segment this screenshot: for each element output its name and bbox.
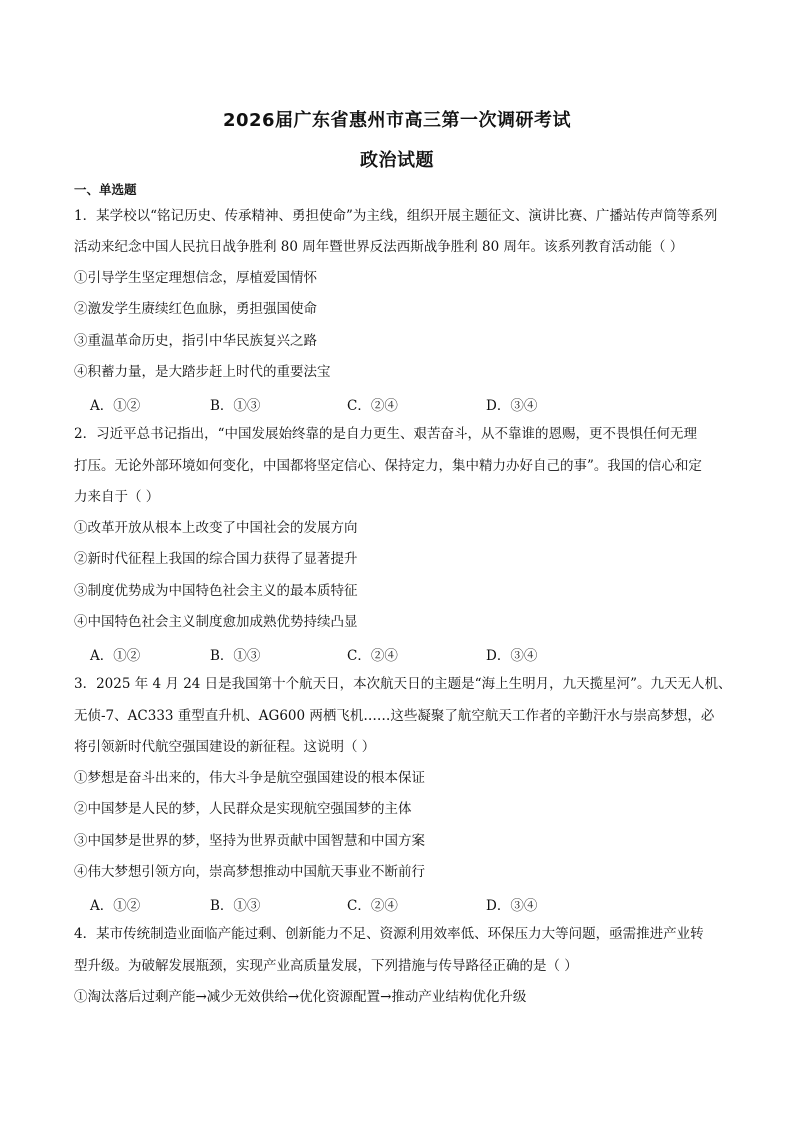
- statement: ④伟大梦想引领方向，崇高梦想推动中国航天事业不断前行: [74, 864, 425, 880]
- answer-options: [90, 894, 690, 912]
- statement: ②激发学生赓续红色血脉，勇担强国使命: [74, 301, 317, 317]
- answer-options: [90, 394, 690, 412]
- exam-subtitle: 政治试题: [360, 150, 434, 171]
- option-b[interactable]: B．①③: [210, 398, 261, 414]
- question-stem-line: 活动来纪念中国人民抗日战争胜利 80 周年暨世界反法西斯战争胜利 80 周年。该系列教育活动能（ ）: [74, 239, 684, 255]
- question-stem-line: 4．某市传统制造业面临产能过剩、创新能力不足、资源利用效率低、环保压力大等问题，亟需推进产业转: [74, 926, 704, 942]
- option-a[interactable]: A．①②: [90, 398, 141, 414]
- option-c[interactable]: C．②④: [347, 898, 398, 914]
- option-a[interactable]: A．①②: [90, 898, 141, 914]
- option-b[interactable]: B．①③: [210, 648, 261, 664]
- question-stem-line: 打压。无论外部环境如何变化，中国都将坚定信心、保持定力，集中精力办好自己的事”。我国的信心和定: [74, 458, 702, 474]
- option-d[interactable]: D．③④: [486, 648, 538, 664]
- question-stem-line: 2．习近平总书记指出，“中国发展始终靠的是自力更生、艰苦奋斗，从不靠谁的恩赐，更不畏惧任何无理: [74, 426, 697, 442]
- statement: ①改革开放从根本上改变了中国社会的发展方向: [74, 520, 358, 536]
- question-stem-line: 3．2025 年 4 月 24 日是我国第十个航天日，本次航天日的主题是“海上生明月，九天揽星河”。九天无人机、: [74, 676, 732, 692]
- section-heading: 一、单选题: [74, 182, 137, 197]
- statement: ①淘汰落后过剩产能→减少无效供给→优化资源配置→推动产业结构优化升级: [74, 989, 527, 1005]
- statement: ②中国梦是人民的梦，人民群众是实现航空强国梦的主体: [74, 801, 412, 817]
- statement: ②新时代征程上我国的综合国力获得了显著提升: [74, 551, 358, 567]
- question-stem-line: 1．某学校以“铭记历史、传承精神、勇担使命”为主线，组织开展主题征文、演讲比赛、广播站传声筒等系列: [74, 208, 718, 224]
- statement: ③制度优势成为中国特色社会主义的最本质特征: [74, 583, 358, 599]
- statement: ④中国特色社会主义制度愈加成熟优势持续凸显: [74, 614, 358, 630]
- statement: ①引导学生坚定理想信念，厚植爱国情怀: [74, 270, 317, 286]
- statement: ④积蓄力量，是大踏步赶上时代的重要法宝: [74, 364, 331, 380]
- option-b[interactable]: B．①③: [210, 898, 261, 914]
- question-stem-line: 型升级。为破解发展瓶颈，实现产业高质量发展，下列措施与传导路径正确的是（ ）: [74, 958, 578, 974]
- question-stem-line: 无侦-7、AC333 重型直升机、AG600 两栖飞机……这些凝聚了航空航天工作者的辛勤汗水与崇高梦想，必: [74, 708, 715, 724]
- exam-title: 2026届广东省惠州市高三第一次调研考试: [222, 110, 572, 131]
- question-stem-line: 力来自于（ ）: [74, 489, 160, 505]
- statement: ①梦想是奋斗出来的，伟大斗争是航空强国建设的根本保证: [74, 770, 425, 786]
- statement: ③中国梦是世界的梦，坚持为世界贡献中国智慧和中国方案: [74, 833, 425, 849]
- statement: ③重温革命历史，指引中华民族复兴之路: [74, 333, 317, 349]
- option-c[interactable]: C．②④: [347, 398, 398, 414]
- option-d[interactable]: D．③④: [486, 398, 538, 414]
- option-c[interactable]: C．②④: [347, 648, 398, 664]
- option-d[interactable]: D．③④: [486, 898, 538, 914]
- question-stem-line: 将引领新时代航空强国建设的新征程。这说明（ ）: [74, 739, 376, 755]
- option-a[interactable]: A．①②: [90, 648, 141, 664]
- answer-options: [90, 644, 690, 662]
